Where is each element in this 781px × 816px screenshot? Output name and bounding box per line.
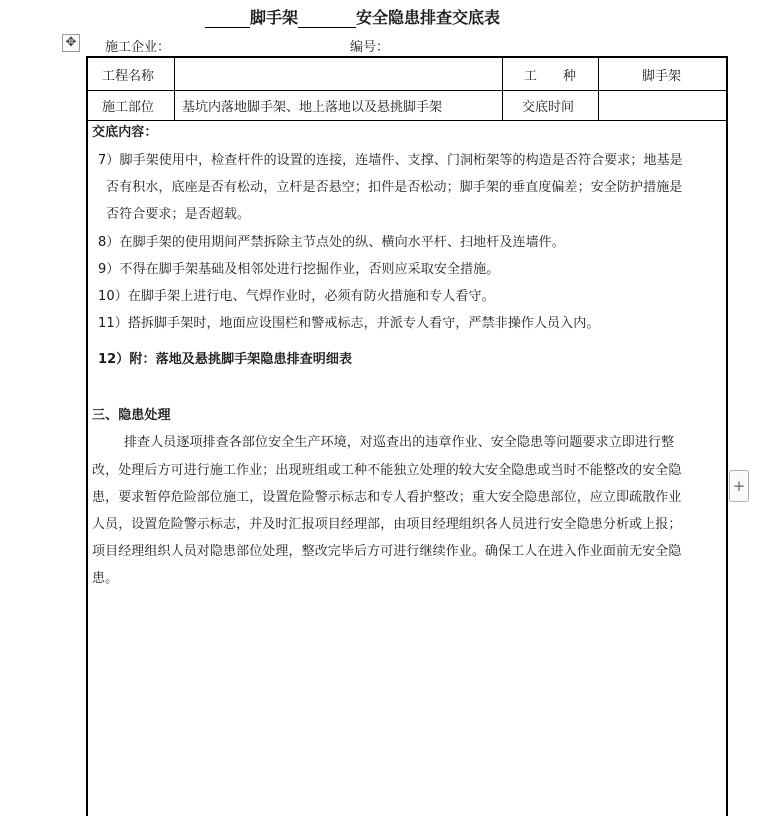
col-divider-3 [598,58,599,121]
item-7-line-3: 否符合要求；是否超载。 [106,207,251,222]
add-row-plus-icon[interactable]: + [729,470,749,502]
paragraph-line-4: 人员，设置危险警示标志，并及时汇报项目经理部，由项目经理组织各人员进行安全隐患分析或上报； [92,517,682,532]
project-name-label: 工程名称 [102,69,155,84]
item-8: 8）在脚手架的使用期间严禁拆除主节点处的纵、横向水平杆、扫地杆及连墙件。 [98,235,565,250]
paragraph-line-1: 排查人员逐项排查各部位安全生产环境，对巡查出的违章作业、安全隐患等问题要求立即进行整 [124,435,675,450]
paragraph-line-6: 患。 [92,571,119,586]
row-divider-1 [88,90,726,91]
item-10: 10）在脚手架上进行电、气焊作业时，必须有防火措施和专人看守。 [98,289,495,304]
trade-label: 工 种 [524,69,577,84]
item-12: 12）附：落地及悬挑脚手架隐患排查明细表 [98,352,353,367]
content-heading: 交底内容： [92,125,158,140]
table-move-handle-icon[interactable]: ✥ [62,34,80,52]
col-divider-1 [174,58,175,121]
row-divider-2 [88,120,726,121]
item-7-line-2: 否有积水，底座是否有松动，立杆是否悬空；扣件是否松动；脚手架的垂直度偏差；安全防护措施是 [106,180,683,195]
location-value[interactable]: 基坑内落地脚手架、地上落地以及悬挑脚手架 [182,100,443,115]
document-title [205,5,500,28]
paragraph-line-3: 患，要求暂停危险部位施工，设置危险警示标志和专人看护整改；重大安全隐患部位，应立即疏散作业 [92,490,682,505]
item-7-line-1: 7）脚手架使用中，检查杆件的设置的连接，连墙件、支撑、门洞桁架等的构造是否符合要求；地基是 [98,153,683,168]
item-11: 11）搭拆脚手架时，地面应设围栏和警戒标志，并派专人看守，严禁非操作人员入内。 [98,316,600,331]
number-label: 编号： [350,40,390,55]
trade-value[interactable]: 脚手架 [642,69,682,84]
title-underline-right [298,12,356,28]
col-divider-2 [502,58,503,121]
title-part-1: 脚手架 [250,8,299,27]
title-underline-left [205,12,250,28]
date-label: 交底时间 [522,100,575,115]
company-label: 施工企业： [105,40,171,55]
section-3-heading: 三、隐患处理 [92,408,171,423]
paragraph-line-2: 改，处理后方可进行施工作业；出现班组或工种不能独立处理的较大安全隐患或当时不能整改的安全隐 [92,463,682,478]
location-label: 施工部位 [102,100,155,115]
title-part-2: 安全隐患排查交底表 [356,8,501,27]
item-9: 9）不得在脚手架基础及相邻处进行挖掘作业，否则应采取安全措施。 [98,262,500,277]
paragraph-line-5: 项目经理组织人员对隐患部位处理，整改完毕后方可进行继续作业。确保工人在进入作业面前无安全隐 [92,544,682,559]
